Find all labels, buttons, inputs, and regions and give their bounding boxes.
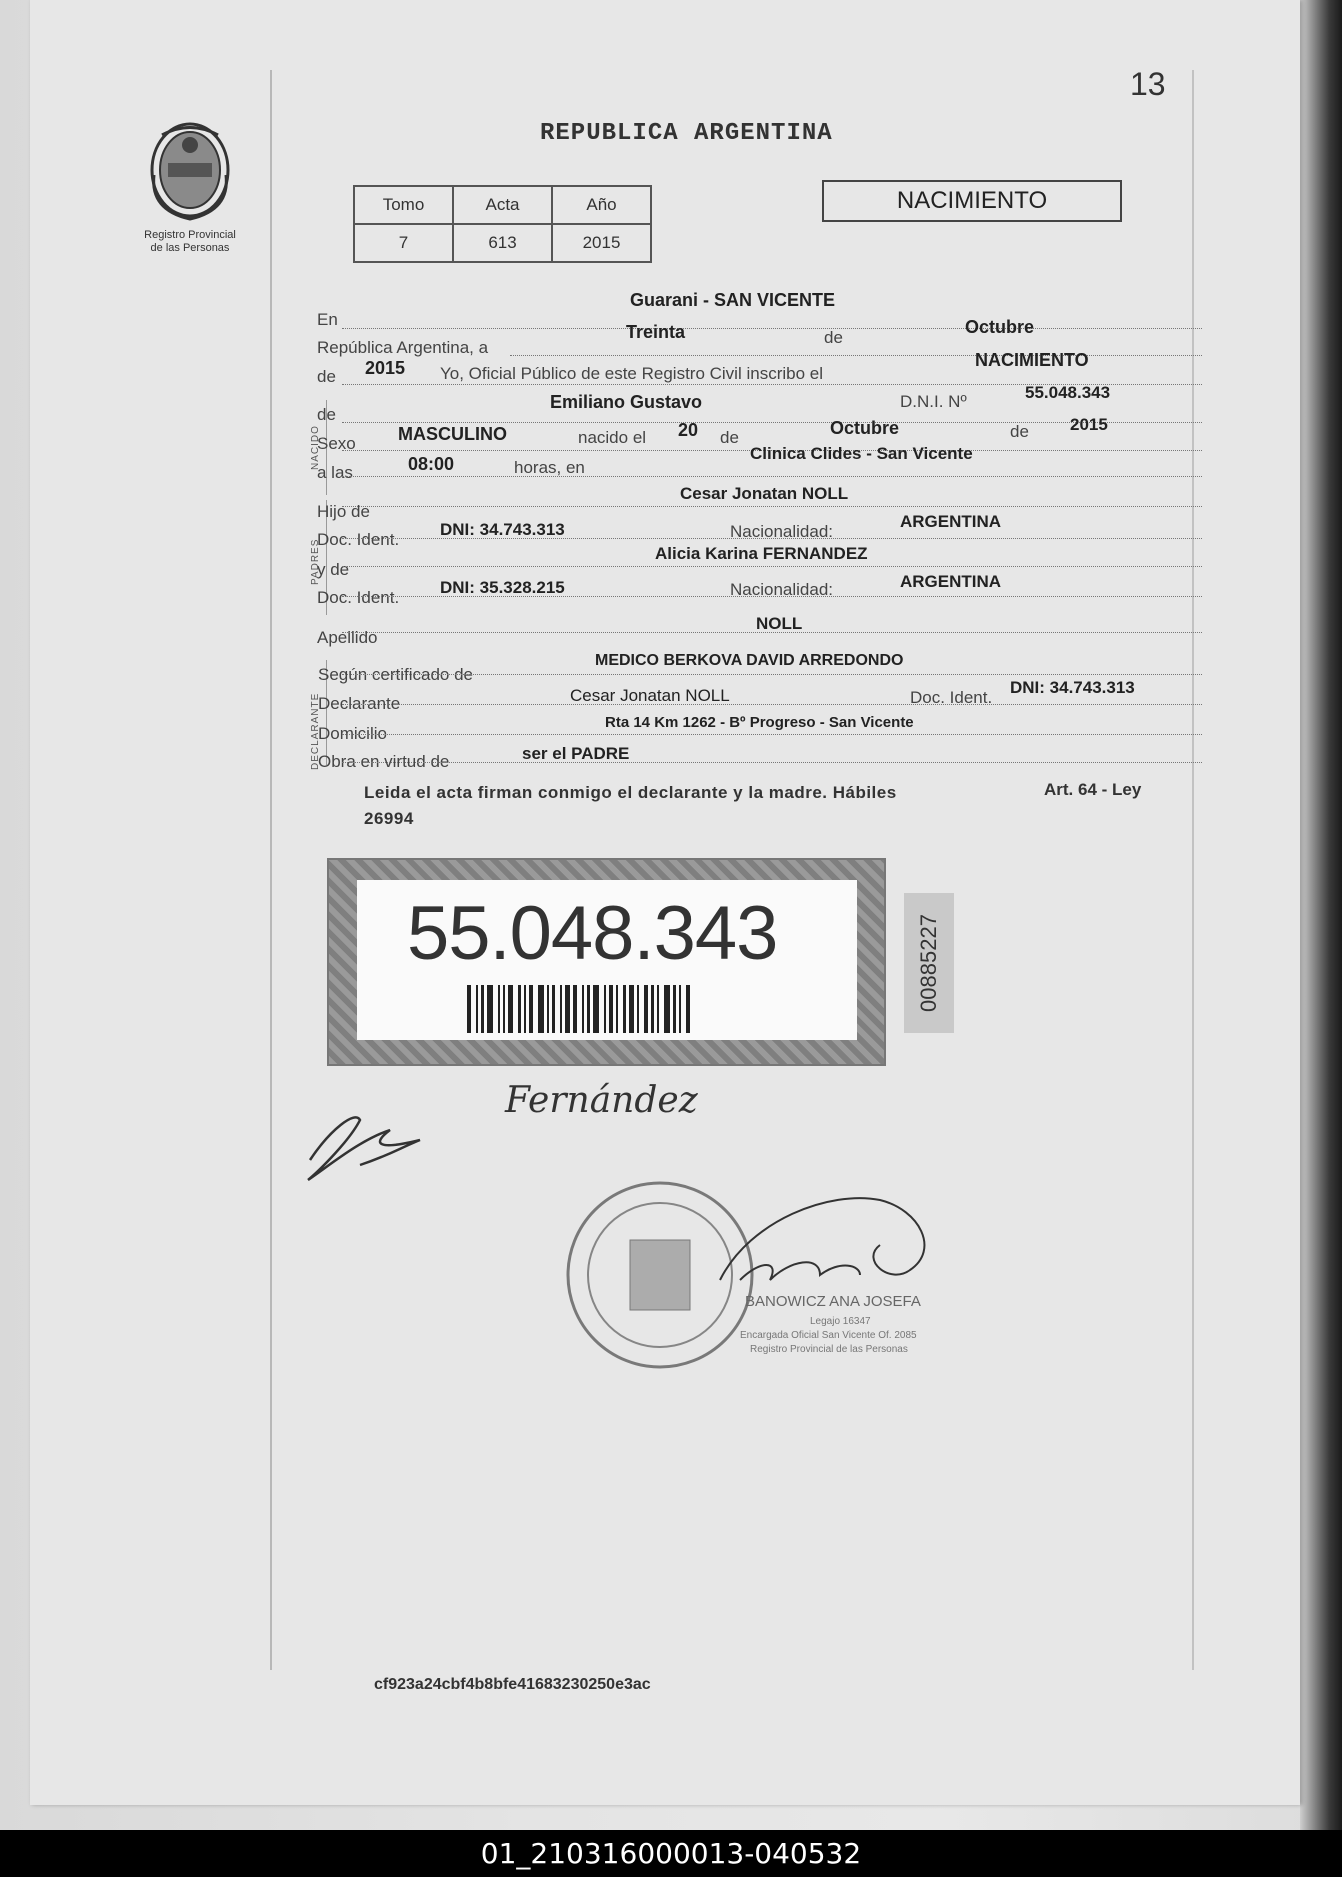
barcode-bar xyxy=(481,985,484,1033)
registro-value-acta: 613 xyxy=(453,224,552,262)
barcode-bar xyxy=(637,985,639,1033)
page-number: 13 xyxy=(1130,66,1166,102)
barcode-bar xyxy=(467,985,471,1033)
republica-label: República Argentina, a xyxy=(317,338,489,357)
barcode-bar xyxy=(518,985,521,1033)
y-de-label: y de xyxy=(317,560,350,579)
horas-en-label: horas, en xyxy=(514,458,585,477)
barcode-bar xyxy=(644,985,648,1033)
barcode-bar xyxy=(503,985,505,1033)
provincial-emblem xyxy=(130,115,250,255)
dotted-line xyxy=(342,476,1202,477)
sticker-number: 55.048.343 xyxy=(407,891,778,976)
registro-table xyxy=(353,185,652,263)
de-label: de xyxy=(1010,422,1029,441)
barcode-bar xyxy=(651,985,654,1033)
oficial-text: Yo, Oficial Público de este Registro Civil inscribo el xyxy=(440,364,823,383)
barcode-bar xyxy=(673,985,676,1033)
dni-value: 55.048.343 xyxy=(1025,383,1111,402)
madre-nac-value: ARGENTINA xyxy=(900,572,1002,591)
leida-ley: 26994 xyxy=(364,809,414,828)
official-stamp-cargo: Encargada Oficial San Vicente Of. 2085 xyxy=(740,1330,917,1341)
dotted-line xyxy=(342,704,1202,705)
nacionalidad-label: Nacionalidad: xyxy=(730,580,834,599)
apellido-value: NOLL xyxy=(756,614,803,633)
emblem-caption xyxy=(130,229,250,255)
dotted-line xyxy=(510,355,1202,356)
barcode-bar xyxy=(552,985,555,1033)
certificado-label: Según certificado de xyxy=(318,665,473,684)
nac-anio-value: 2015 xyxy=(1070,415,1108,434)
barcode-bar xyxy=(616,985,618,1033)
nac-dia-value: 20 xyxy=(678,420,699,440)
barcode-bar xyxy=(565,985,570,1033)
dotted-line xyxy=(342,762,1202,763)
document-hash: cf923a24cbf4b8bfe41683230250e3ac xyxy=(374,1676,651,1693)
obra-value: ser el PADRE xyxy=(522,744,630,763)
tipo-acta-box: NACIMIENTO xyxy=(822,180,1122,222)
doc-ident-label: Doc. Ident. xyxy=(317,588,400,607)
barcode-bar xyxy=(498,985,500,1033)
certificate-page xyxy=(30,0,1300,1805)
official-stamp-name: BANOWICZ ANA JOSEFA xyxy=(745,1293,921,1310)
barcode-bar xyxy=(560,985,562,1033)
barcode-bar xyxy=(609,985,613,1033)
anio-value: 2015 xyxy=(365,358,406,378)
barcode-bar xyxy=(604,985,606,1033)
official-seal xyxy=(568,1183,752,1367)
a-las-label: a las xyxy=(317,463,353,482)
left-margin-rule xyxy=(270,70,272,1670)
sexo-label: Sexo xyxy=(317,434,356,453)
registro-value-row xyxy=(354,224,651,262)
hijo-label: Hijo de xyxy=(317,502,370,521)
scan-id-bar xyxy=(0,1830,1342,1877)
emblem-caption-line2: de las Personas xyxy=(150,242,230,254)
dotted-line xyxy=(342,632,1202,633)
barcode-bar xyxy=(529,985,533,1033)
mes-value: Octubre xyxy=(965,317,1035,337)
official-stamp-legajo: Legajo 16347 xyxy=(810,1316,871,1327)
domicilio-label: Domicilio xyxy=(318,724,387,743)
barcode-bar xyxy=(679,985,681,1033)
barcode-bar xyxy=(582,985,584,1033)
hora-value: 08:00 xyxy=(408,454,455,474)
de-label: de xyxy=(317,405,336,424)
barcode-bar xyxy=(547,985,549,1033)
padre-doc-value: DNI: 34.743.313 xyxy=(440,520,565,539)
dotted-line xyxy=(342,674,1202,675)
scan-edge-shadow xyxy=(1300,0,1342,1830)
barcode xyxy=(467,985,693,1033)
domicilio-value: Rta 14 Km 1262 - Bº Progreso - San Vicente xyxy=(605,714,914,731)
coat-of-arms-icon xyxy=(140,115,240,225)
leida-text: Leida el acta firman conmigo el declarante y la madre. Hábiles xyxy=(364,783,897,802)
padre-value: Cesar Jonatan NOLL xyxy=(680,484,849,503)
barcode-bar xyxy=(573,985,577,1033)
nacionalidad-label: Nacionalidad: xyxy=(730,522,834,541)
sexo-value: MASCULINO xyxy=(398,424,507,444)
barcode-bar xyxy=(476,985,478,1033)
de-label: de xyxy=(317,367,336,386)
registro-value-anio: 2015 xyxy=(552,224,651,262)
side-tab-declarante: DECLARANTE xyxy=(310,692,321,770)
official-stamp-registro: Registro Provincial de las Personas xyxy=(750,1344,908,1355)
scan-id: 01_210316000013-040532 xyxy=(480,1837,862,1870)
doc-ident-label: Doc. Ident. xyxy=(317,530,400,549)
emblem-caption-line1: Registro Provincial xyxy=(144,229,236,241)
serial-strip xyxy=(904,893,954,1033)
right-margin-rule xyxy=(1192,70,1194,1670)
dotted-line xyxy=(342,566,1202,567)
de-label: de xyxy=(824,328,843,347)
header-title: REPUBLICA ARGENTINA xyxy=(540,120,833,147)
dotted-line xyxy=(342,328,1202,329)
leida-article-ref: Art. 64 - Ley xyxy=(1044,780,1142,799)
registro-header-tomo: Tomo xyxy=(354,186,453,224)
registro-header-acta: Acta xyxy=(453,186,552,224)
nombre-value: Emiliano Gustavo xyxy=(550,392,703,412)
registro-value-tomo: 7 xyxy=(354,224,453,262)
barcode-bar xyxy=(538,985,544,1033)
registro-header-row xyxy=(354,186,651,224)
en-label: En xyxy=(317,310,338,329)
tipo-inscripcion-value: NACIMIENTO xyxy=(975,350,1089,370)
barcode-bar xyxy=(487,985,493,1033)
barcode-bar xyxy=(593,985,599,1033)
signatures-and-seal xyxy=(300,1070,1000,1420)
declarante-label: Declarante xyxy=(318,694,401,713)
barcode-bar xyxy=(664,985,670,1033)
padre-nac-value: ARGENTINA xyxy=(900,512,1002,531)
de-label: de xyxy=(720,428,739,447)
declarant-signature xyxy=(308,1117,420,1180)
serial-number: 00885227 xyxy=(916,914,941,1012)
mother-signature: Fernández xyxy=(505,1080,698,1121)
dotted-line xyxy=(342,506,1202,507)
obra-label: Obra en virtud de xyxy=(318,752,450,771)
barcode-bar xyxy=(657,985,659,1033)
barcode-bar xyxy=(623,985,626,1033)
madre-doc-value: DNI: 35.328.215 xyxy=(440,578,565,597)
dni-label: D.N.I. Nº xyxy=(900,392,967,411)
dotted-line xyxy=(342,538,1202,539)
dia-texto-value: Treinta xyxy=(626,322,686,342)
registro-header-anio: Año xyxy=(552,186,651,224)
lugar-value: Guarani - SAN VICENTE xyxy=(630,290,836,310)
side-tab-nacido: NACIDO xyxy=(310,425,321,470)
certificado-value: MEDICO BERKOVA DAVID ARREDONDO xyxy=(595,652,904,669)
declarante-value: Cesar Jonatan NOLL xyxy=(570,686,730,705)
lugar-nac-value: Clinica Clides - San Vicente xyxy=(750,444,973,463)
nac-mes-value: Octubre xyxy=(830,418,900,438)
apellido-label: Apellido xyxy=(317,628,378,647)
barcode-bar xyxy=(629,985,634,1033)
dni-sticker xyxy=(327,858,886,1066)
barcode-bar xyxy=(686,985,690,1033)
barcode-bar xyxy=(508,985,513,1033)
barcode-bar xyxy=(587,985,590,1033)
barcode-bar xyxy=(524,985,526,1033)
declarante-doc-value: DNI: 34.743.313 xyxy=(1010,678,1135,697)
sticker-label xyxy=(357,880,857,1040)
side-tab-padres: PADRES xyxy=(310,538,321,585)
nacido-label: nacido el xyxy=(578,428,647,447)
doc-ident-label: Doc. Ident. xyxy=(910,688,993,707)
madre-value: Alicia Karina FERNANDEZ xyxy=(655,544,868,563)
dotted-line xyxy=(342,596,1202,597)
dotted-line xyxy=(342,734,1202,735)
